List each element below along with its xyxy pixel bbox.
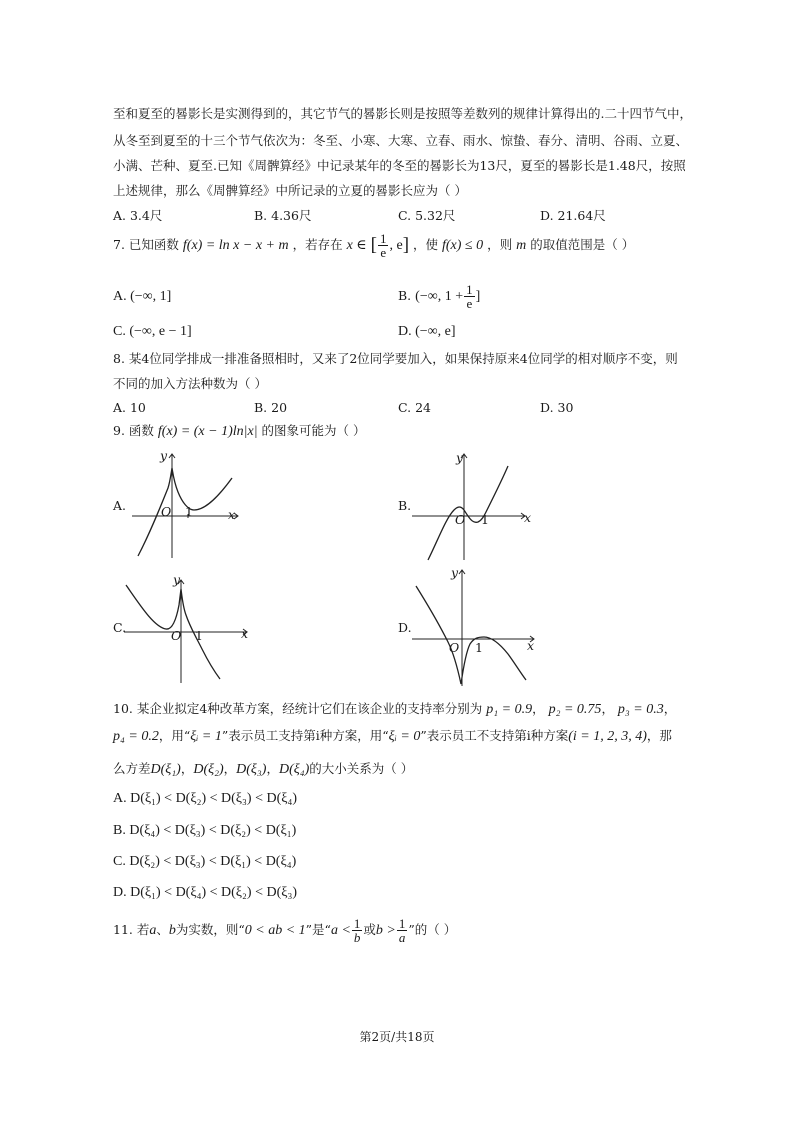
- q10-xi-0: ξᵢ = 0: [388, 729, 421, 744]
- q9-stem: [113, 422, 366, 441]
- q10-xi-1: ξᵢ = 1: [190, 729, 222, 744]
- q11-a: a: [149, 923, 157, 938]
- q10-line-3-tail: 的大小关系为（ ）: [309, 761, 414, 776]
- q11-frac-2-num: 1: [398, 916, 406, 931]
- q11-b: b: [168, 923, 176, 938]
- q7-interval-tail: , e: [389, 238, 403, 253]
- q9-graph-b-y: y: [456, 450, 464, 465]
- q7-option-b-tail: ]: [475, 289, 481, 304]
- q11-frac-1-num: 1: [353, 916, 361, 931]
- q7-frac-num: 1: [379, 231, 387, 246]
- q9-graph-a-label: A.: [113, 498, 127, 513]
- q11-sep: 、: [156, 922, 169, 937]
- q10-tail: ，那: [646, 728, 672, 743]
- q7-option-c-text: C. (−∞, e − 1]: [113, 324, 192, 339]
- q10-line-3: 么方差D(ξ₁)，D(ξ₂)，D(ξ₃)，D(ξ₄)的大小关系为（ ）: [113, 761, 414, 777]
- q7-option-b: [398, 283, 480, 310]
- q9-graph-d-y: y: [451, 565, 459, 580]
- q6-option-b: B. 4.36尺: [254, 208, 312, 223]
- q10-d3: D(ξ₃): [236, 762, 267, 777]
- q10-use-0b: ”表示员工不支持第i种方案: [420, 728, 569, 743]
- q9-graph-a-one: 1: [185, 504, 193, 519]
- q7-option-a-text: A. (−∞, 1]: [113, 289, 172, 304]
- q11-prefix: 11. 若: [113, 922, 150, 937]
- q7-set-lead: x ∈: [346, 238, 367, 253]
- q10-p4: p₄ = 0.2: [113, 729, 159, 744]
- q7-text-1: ，若存在: [292, 237, 343, 252]
- q9-graph-c: [122, 575, 252, 685]
- q8-option-c: C. 24: [398, 400, 431, 415]
- q6-option-a: A. 3.4尺: [113, 208, 163, 223]
- q7-var-m: m: [516, 238, 527, 253]
- q10-option-b: B. D(ξ₄) < D(ξ₃) < D(ξ₂) < D(ξ₁): [113, 823, 297, 838]
- q10-d1: D(ξ₁): [150, 762, 181, 777]
- q9-graph-c-x: x: [241, 626, 249, 641]
- q7-option-c: [113, 322, 192, 341]
- q10-d2: D(ξ₂): [193, 762, 224, 777]
- q6-line-4: 上述规律，那么《周髀算经》中所记录的立夏的晷影长应为（ ）: [113, 183, 467, 198]
- q9-graph-d-curve: [416, 586, 526, 684]
- q7-frac-den: e: [380, 245, 387, 260]
- q11-frac-1-den: b: [353, 930, 361, 945]
- q10-option-c: C. D(ξ₂) < D(ξ₃) < D(ξ₁) < D(ξ₄): [113, 854, 297, 869]
- q7-option-b-label: B.: [398, 288, 412, 303]
- q6-option-c: C. 5.32尺: [398, 208, 456, 223]
- q9-graph-d-origin: O: [449, 640, 460, 655]
- q8-option-a: A. 10: [113, 400, 146, 415]
- q10-intro: 10. 某企业拟定4种改革方案，经统计它们在该企业的支持率分别为: [113, 701, 483, 716]
- q11-mid: 为实数，则“: [175, 922, 245, 937]
- q8-option-d: D. 30: [540, 400, 574, 415]
- q11-rhs: b >: [375, 923, 396, 938]
- q7-prefix: 7. 已知函数: [113, 237, 179, 252]
- q6-line-2: 从冬至到夏至的十三个节气依次为：冬至、小寒、大寒、立春、雨水、惊蛰、春分、清明、谷雨、立夏、: [113, 133, 689, 148]
- q9-graph-b: [410, 450, 535, 562]
- q6-option-d: D. 21.64尺: [540, 208, 606, 223]
- q11-tail: ”的（ ）: [408, 922, 457, 937]
- q11-frac-2: [397, 917, 408, 944]
- q6-line-1: 至和夏至的晷影长是实测得到的，其它节气的晷影长则是按照等差数列的规律计算得出的.二十四节气中，: [113, 106, 692, 121]
- q10-p1: p₁ = 0.9: [486, 702, 533, 717]
- q10-line-1: 10. 某企业拟定4种改革方案，经统计它们在该企业的支持率分别为 p₁ = 0.9， p₂ = 0.75， p₃ = 0.3，: [113, 701, 677, 717]
- q9-graph-a-x: x: [228, 507, 236, 522]
- q8-line-2: 不同的加入方法种数为（ ）: [113, 376, 267, 391]
- q7-function: f(x) = ln x − x + m: [182, 238, 289, 253]
- q6-line-3: 小满、芒种、夏至.已知《周髀算经》中记录某年的冬至的晷影长为13尺，夏至的晷影长是1.48尺，按照: [113, 158, 686, 173]
- q7-option-b-num: 1: [466, 282, 473, 297]
- q7-option-b-lead: (−∞, 1 +: [415, 289, 464, 304]
- q9-graph-d-x: x: [527, 638, 535, 653]
- q10-d4: D(ξ₄): [278, 762, 310, 777]
- q10-use-1: ，用“: [158, 728, 191, 743]
- q10-line-3-lead: 么方差: [113, 761, 151, 776]
- q9-graph-b-x: x: [524, 510, 532, 525]
- q10-p3: p₃ = 0.3: [617, 702, 664, 717]
- q10-option-a: A. D(ξ₁) < D(ξ₂) < D(ξ₃) < D(ξ₄): [113, 791, 298, 806]
- q8-line-1: 8. 某4位同学排成一排准备照相时，又来了2位同学要加入，如果保持原来4位同学的相对顺序不变，则: [113, 351, 678, 366]
- q9-prefix: 9. 函数: [113, 423, 154, 438]
- q9-graph-b-label: B.: [398, 498, 412, 513]
- q9-graph-c-one: 1: [195, 628, 203, 643]
- q7-stem: [113, 232, 634, 259]
- q7-option-b-fraction: [464, 283, 475, 310]
- q11-is: ”是“: [305, 922, 331, 937]
- q9-graph-a-y: y: [160, 448, 168, 463]
- q7-fraction: [378, 232, 389, 259]
- q9-graph-b-curve: [428, 466, 508, 560]
- q11-condition: 0 < ab < 1: [244, 923, 306, 938]
- q7-bracket-right: ]: [402, 234, 410, 256]
- q7-option-a: [113, 287, 171, 306]
- q7-suffix: 的取值范围是（ ）: [530, 237, 635, 252]
- q11-frac-2-den: a: [398, 930, 406, 945]
- q9-graph-d: [410, 566, 540, 688]
- q9-suffix: 的图象可能为（ ）: [261, 423, 366, 438]
- q9-graph-c-y: y: [173, 572, 181, 587]
- q11-stem: [113, 917, 456, 944]
- q10-line-2: [113, 727, 672, 746]
- q7-option-d-text: D. (−∞, e]: [398, 324, 456, 339]
- page-footer: 第2页/共18页: [359, 1030, 435, 1044]
- q7-option-b-den: e: [466, 296, 473, 311]
- q9-graph-c-label: C.: [113, 620, 127, 635]
- q10-use-1b: ”表示员工支持第i种方案，用“: [221, 728, 389, 743]
- q7-option-d: [398, 322, 456, 341]
- q7-text-2: ，使: [413, 237, 439, 252]
- q7-bracket-left: [: [370, 234, 377, 256]
- q10-range: (i = 1, 2, 3, 4): [568, 729, 647, 744]
- q9-function: f(x) = (x − 1)ln|x|: [157, 424, 258, 439]
- q7-text-3: ，则: [487, 237, 513, 252]
- q9-graph-c-origin: O: [171, 628, 182, 643]
- q11-or: 或: [363, 922, 376, 937]
- q9-graph-a-origin: O: [161, 504, 172, 519]
- q9-graph-b-one: 1: [481, 512, 489, 527]
- q11-frac-1: [352, 917, 363, 944]
- q7-inequality: f(x) ≤ 0: [442, 238, 484, 253]
- q8-option-b: B. 20: [254, 400, 288, 415]
- q9-graph-b-origin: O: [455, 512, 466, 527]
- q11-lhs: a <: [330, 923, 351, 938]
- q10-option-d: D. D(ξ₁) < D(ξ₄) < D(ξ₂) < D(ξ₃): [113, 885, 298, 900]
- q9-graph-d-one: 1: [475, 640, 483, 655]
- q10-p2: p₂ = 0.75: [548, 702, 602, 717]
- q9-graph-d-label: D.: [398, 620, 412, 635]
